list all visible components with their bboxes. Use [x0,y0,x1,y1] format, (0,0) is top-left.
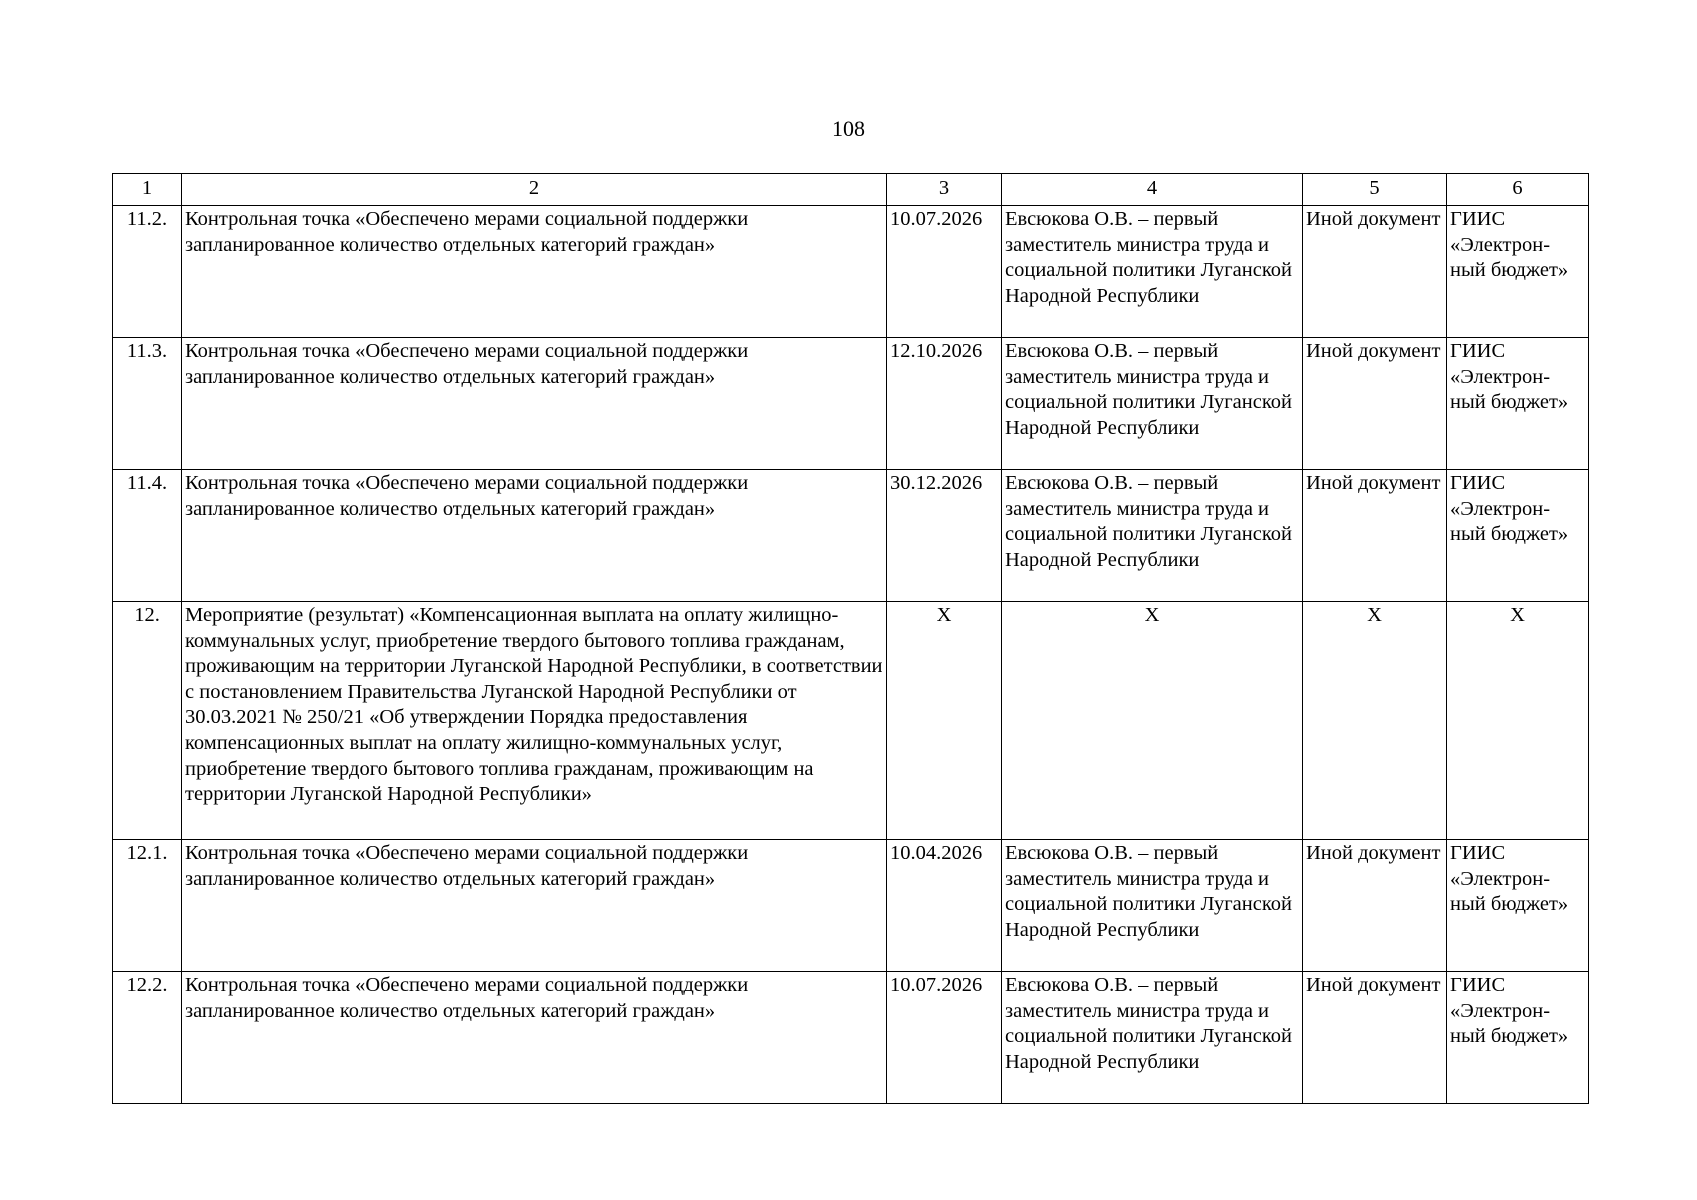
row-responsible: Евсюкова О.В. – первый заместитель министра труда и социальной политики Луганской Народной Республики [1002,206,1303,338]
row-document-type: Иной документ [1303,338,1447,470]
row-number: 11.2. [113,206,182,338]
column-header: 1 [113,174,182,206]
table-row [113,972,1589,1104]
column-header: 3 [887,174,1002,206]
row-date: 12.10.2026 [887,338,1002,470]
row-description: Контрольная точка «Обеспечено мерами социальной поддержки запланированное количество отдельных категорий граждан» [182,840,887,972]
row-responsible: Евсюкова О.В. – первый заместитель министра труда и социальной политики Луганской Народной Республики [1002,972,1303,1104]
row-document-type: Иной документ [1303,840,1447,972]
row-description: Контрольная точка «Обеспечено мерами социальной поддержки запланированное количество отдельных категорий граждан» [182,470,887,602]
row-responsible: Евсюкова О.В. – первый заместитель министра труда и социальной политики Луганской Народной Республики [1002,470,1303,602]
row-description: Контрольная точка «Обеспечено мерами социальной поддержки запланированное количество отдельных категорий граждан» [182,206,887,338]
row-date: 10.04.2026 [887,840,1002,972]
table-row [113,470,1589,602]
row-responsible: Х [1002,602,1303,840]
table-row [113,602,1589,840]
row-date: 30.12.2026 [887,470,1002,602]
row-number: 12.1. [113,840,182,972]
row-date: Х [887,602,1002,840]
row-number: 12. [113,602,182,840]
row-number: 11.4. [113,470,182,602]
measures-table [112,173,1589,1104]
row-information-system: Х [1447,602,1589,840]
row-number: 12.2. [113,972,182,1104]
table-row [113,840,1589,972]
row-information-system: ГИИС «Электрон-ный бюджет» [1447,206,1589,338]
column-header: 5 [1303,174,1447,206]
row-description: Контрольная точка «Обеспечено мерами социальной поддержки запланированное количество отдельных категорий граждан» [182,338,887,470]
row-information-system: ГИИС «Электрон-ный бюджет» [1447,972,1589,1104]
row-document-type: Иной документ [1303,470,1447,602]
row-description: Контрольная точка «Обеспечено мерами социальной поддержки запланированное количество отдельных категорий граждан» [182,972,887,1104]
table-header-row [113,174,1589,206]
row-responsible: Евсюкова О.В. – первый заместитель министра труда и социальной политики Луганской Народной Республики [1002,338,1303,470]
column-header: 4 [1002,174,1303,206]
row-information-system: ГИИС «Электрон-ный бюджет» [1447,338,1589,470]
row-number: 11.3. [113,338,182,470]
row-information-system: ГИИС «Электрон-ный бюджет» [1447,470,1589,602]
row-date: 10.07.2026 [887,972,1002,1104]
row-document-type: Иной документ [1303,972,1447,1104]
row-information-system: ГИИС «Электрон-ный бюджет» [1447,840,1589,972]
table-row [113,338,1589,470]
column-header: 2 [182,174,887,206]
row-responsible: Евсюкова О.В. – первый заместитель министра труда и социальной политики Луганской Народной Республики [1002,840,1303,972]
row-document-type: Х [1303,602,1447,840]
row-document-type: Иной документ [1303,206,1447,338]
row-description: Мероприятие (результат) «Компенсационная выплата на оплату жилищно-коммунальных услуг, приобретение твердого бытового топлива гражданам, проживающим на территории Луганской Народной Республики, в соответствии с постановлением Правительства Луганской Народной Республики от 30.03.2021 № 250/21 «Об утверждении Порядка предоставления компенсационных выплат на оплату жилищно-коммунальных услуг, приобретение твердого бытового топлива гражданам, проживающим на территории Луганской Народной Республики» [182,602,887,840]
row-date: 10.07.2026 [887,206,1002,338]
column-header: 6 [1447,174,1589,206]
table-row [113,206,1589,338]
page-number: 108 [832,116,865,141]
